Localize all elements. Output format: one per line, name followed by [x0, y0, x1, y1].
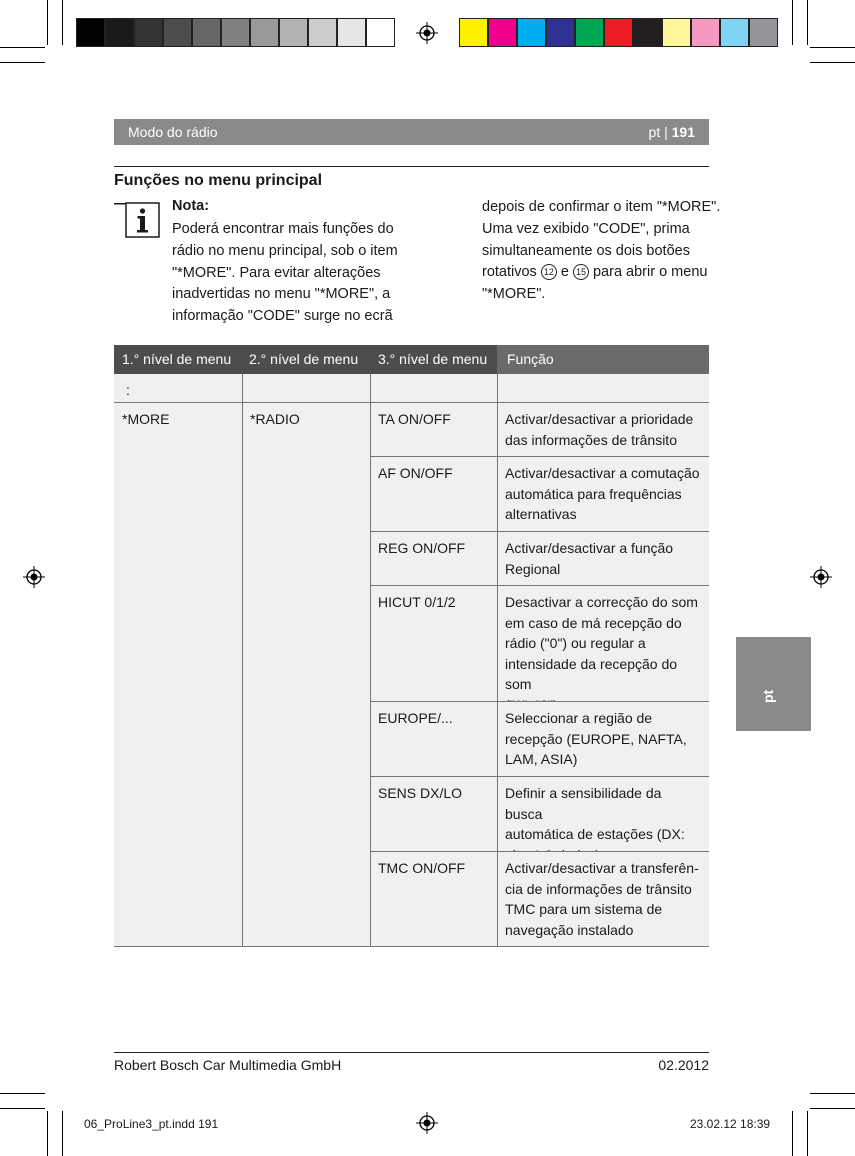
function-line: Desactivar a correcção do som [505, 594, 698, 610]
page-heading: Funções no menu principal [114, 172, 323, 189]
page-header-bar [114, 119, 709, 145]
level3-cell: REG ON/OFF [370, 532, 497, 585]
header-rule [114, 166, 709, 167]
function-line: TMC para um sistema de [505, 901, 663, 917]
function-line: Seleccionar a região de [505, 710, 653, 726]
column-header-function-bg [497, 345, 709, 374]
function-line: intensidade da recepção do som [505, 655, 678, 692]
function-cell [497, 702, 709, 776]
column-header-level2: 2.° nível de menu [249, 351, 359, 367]
level3-cell: TMC ON/OFF [370, 852, 497, 946]
knob-15-icon: 15 [573, 264, 589, 280]
empty-cell [370, 374, 497, 402]
color-swatch [459, 18, 488, 47]
gray-swatch [308, 18, 337, 47]
gray-swatch [105, 18, 134, 47]
function-cell [497, 777, 709, 851]
info-icon [114, 202, 160, 238]
knob-12-icon: 12 [541, 264, 557, 280]
function-line: automática de estações (DX: [505, 826, 685, 842]
empty-cell [242, 374, 370, 402]
level3-cell: EUROPE/... [370, 702, 497, 776]
color-swatch [604, 18, 633, 47]
level2-cell: *RADIO [242, 403, 370, 946]
note-line: rádio no menu principal, sob o item [172, 242, 398, 259]
function-line: recepção (EUROPE, NAFTA, [505, 730, 687, 747]
function-line: LAM, ASIA) [505, 751, 578, 767]
function-line: Activar/desactivar a transferên- [505, 860, 699, 876]
level3-cell: SENS DX/LO [370, 777, 497, 851]
ellipsis-cell: : [114, 374, 242, 402]
function-line: navegação instalado [505, 921, 634, 938]
note-line: Uma vez exibido "CODE", prima [482, 220, 690, 237]
function-line: Regional [505, 560, 561, 577]
section-title: Modo do rádio [128, 124, 218, 140]
column-divider [497, 374, 498, 946]
row-divider [114, 946, 709, 947]
level1-cell: *MORE [114, 403, 242, 946]
function-line: Definir a sensibilidade da busca [505, 785, 662, 822]
note-text-column-1 [172, 219, 398, 328]
function-line: Activar/desactivar a função [505, 540, 674, 556]
note-line: "*MORE". Para evitar alterações [172, 264, 381, 281]
function-line: cia de informações de trânsito [505, 880, 692, 897]
page-number [649, 124, 695, 140]
level3-cell: TA ON/OFF [370, 403, 497, 456]
slug-timestamp: 23.02.12 18:39 [690, 1117, 771, 1131]
registration-mark-icon [416, 1112, 438, 1134]
function-line: alternativas [505, 506, 577, 522]
footer-rule [114, 1052, 709, 1053]
note-line: Poderá encontrar mais funções do [172, 221, 394, 237]
color-swatch [517, 18, 546, 47]
column-header-function: Função [507, 351, 554, 367]
registration-mark-icon [810, 566, 832, 588]
note-line: simultaneamente os dois botões [482, 242, 690, 259]
note-text-column-2: depois de confirmar o item "*MORE". Uma vez exibido "CODE", prima simultaneamente os dois botões rotativos 12 e 15 para abrir o menu "*MORE". [482, 199, 721, 303]
function-line: rádio ("0") ou regular a [505, 635, 646, 651]
registration-mark-icon [416, 22, 438, 44]
slug-filename: 06_ProLine3_pt.indd 191 [84, 1117, 219, 1131]
color-swatch [546, 18, 575, 47]
language-side-tab: pt [736, 637, 811, 731]
empty-cell [497, 374, 709, 402]
function-cell [497, 532, 709, 585]
function-cell [497, 403, 709, 456]
column-divider [242, 374, 243, 946]
gray-swatch [250, 18, 279, 47]
gray-swatch [337, 18, 366, 47]
table-header-row [114, 345, 709, 374]
note-title: Nota: [172, 198, 210, 214]
color-swatch [575, 18, 604, 47]
function-cell [497, 457, 709, 531]
column-divider [370, 374, 371, 946]
color-swatch [633, 18, 662, 47]
page-number-value: 191 [671, 124, 695, 140]
level3-cell: HICUT 0/1/2 [370, 586, 497, 701]
gray-swatch [221, 18, 250, 47]
note-knob-line: rotativos 12 e 15 para abrir o menu [482, 264, 708, 281]
function-line: Activar/desactivar a prioridade [505, 411, 694, 427]
level3-cell: AF ON/OFF [370, 457, 497, 531]
color-swatch [488, 18, 517, 47]
column-header-level1: 1.° nível de menu [122, 351, 232, 367]
registration-mark-icon [23, 566, 45, 588]
note-line: depois de confirmar o item "*MORE". [482, 199, 721, 215]
gray-swatch [134, 18, 163, 47]
gray-swatch [192, 18, 221, 47]
function-line: automática para frequências [505, 485, 682, 502]
column-header-level3: 3.° nível de menu [378, 351, 488, 367]
color-swatch [720, 18, 749, 47]
function-line: das informações de trânsito [505, 431, 677, 448]
note-line: inadvertidas no menu "*MORE", a [172, 286, 391, 303]
gray-swatch [366, 18, 395, 47]
gray-swatch [163, 18, 192, 47]
color-swatch [691, 18, 720, 47]
function-line: Activar/desactivar a comutação [505, 465, 700, 481]
language-code: pt | [648, 124, 668, 140]
note-line: informação "CODE" surge no ecrã [172, 308, 393, 325]
color-swatch [662, 18, 691, 47]
function-cell [497, 852, 709, 946]
function-line: em caso de má recepção do [505, 614, 682, 631]
footer-company: Robert Bosch Car Multimedia GmbH [114, 1057, 342, 1073]
gray-swatch [76, 18, 105, 47]
function-cell [497, 586, 709, 701]
footer-date: 02.2012 [658, 1057, 709, 1073]
gray-swatch [279, 18, 308, 47]
color-swatch [749, 18, 778, 47]
